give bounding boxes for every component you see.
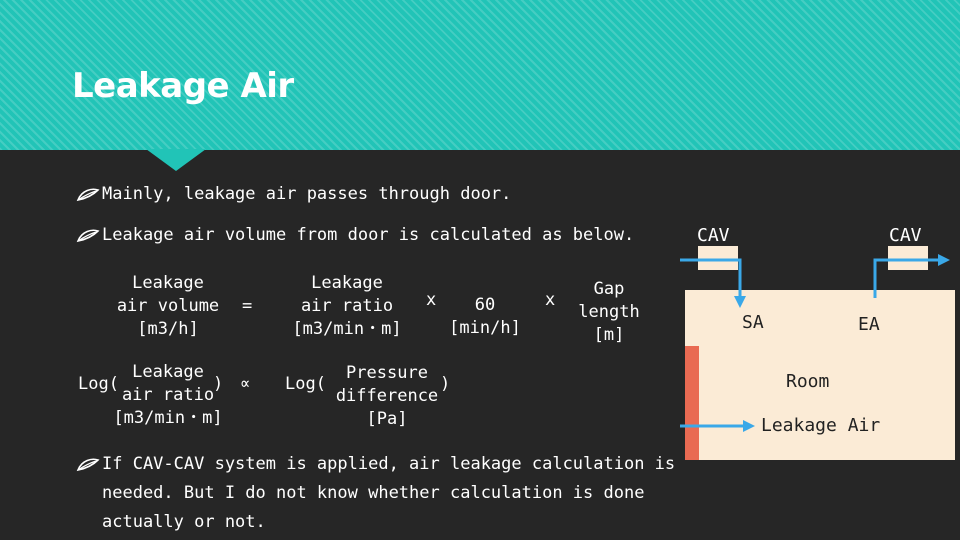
- bullet-text: Mainly, leakage air passes through door.: [102, 184, 512, 204]
- exhaust-arrow-head: [938, 254, 950, 266]
- formula2-leakage-air-ratio: Leakage air ratio [m3/min・m]: [113, 362, 223, 428]
- leakage-air-label: Leakage Air: [761, 415, 881, 436]
- formula-leakage-air-ratio: Leakage air ratio [m3/min・m]: [292, 273, 402, 339]
- formula2-pressure-difference: Pressure difference [Pa]: [335, 363, 439, 429]
- close-paren: ): [440, 374, 451, 394]
- room-label: Room: [786, 371, 830, 392]
- log-open-paren: Log(: [285, 374, 326, 394]
- cav-label-right: CAV: [889, 225, 922, 246]
- supply-air-arrow: [680, 260, 740, 298]
- supply-arrow-head: [734, 296, 746, 308]
- bullet-text: Leakage air volume from door is calculated as below.: [102, 225, 635, 245]
- slide-title: Leakage Air: [72, 66, 294, 106]
- exhaust-air-arrow: [875, 260, 940, 298]
- formula-leakage-air-volume: Leakage air volume [m3/h]: [116, 273, 220, 339]
- bullet-text: If CAV-CAV system is applied, air leakage calculation is needed. But I do not know whether calculation is done actually or not.: [102, 454, 676, 532]
- log-open-paren: Log(: [78, 374, 119, 394]
- multiply-sign: x: [426, 290, 437, 310]
- equals-sign: =: [242, 296, 253, 316]
- proportional-sign: ∝: [240, 374, 251, 394]
- formula-gap-length: Gap length [m]: [578, 279, 640, 345]
- sa-label: SA: [742, 312, 764, 333]
- multiply-sign: x: [545, 290, 556, 310]
- close-paren: ): [213, 374, 224, 394]
- formula-minutes-factor: 60 [min/h]: [449, 295, 521, 338]
- cav-label-left: CAV: [697, 225, 730, 246]
- leakage-arrow-head: [743, 420, 755, 432]
- ea-label: EA: [858, 314, 880, 335]
